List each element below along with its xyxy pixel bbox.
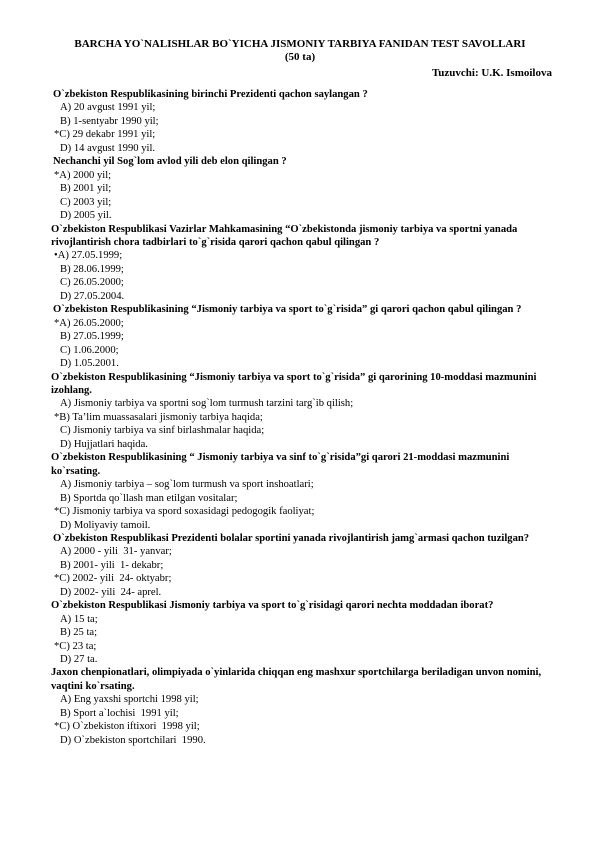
question-list [51,88,556,747]
question-text: O`zbekiston Respublikasining “Jismoniy tarbiya va sport to`g`risida” gi qarori qachon qabul qilingan ? [53,304,522,316]
answer-option-marked: *C) 23 ta; [54,640,97,652]
answer-option: B) 27.05.1999; [60,331,124,343]
question-block [51,666,556,747]
answer-option: C) Jismoniy tarbiya va sinf birlashmalar haqida; [60,425,265,437]
question-block [51,223,556,304]
document-title [40,38,560,65]
question-block [51,155,556,222]
question-block [51,532,556,599]
answer-option-marked: *B) Ta’lim muassasalari jismoniy tarbiya haqida; [54,411,263,423]
author-line: Tuzuvchi: U.K. Ismoilova [431,67,552,79]
question-text: Nechanchi yil Sog`lom avlod yili deb elon qilingan ? [53,156,287,168]
answer-option: A) 2000 - yili 31- yanvar; [60,546,172,558]
title-line-1: BARCHA YO`NALISHLAR BO`YICHA JISMONIY TARBIYA FANIDAN TEST SAVOLLARI [74,38,526,50]
question-text: O`zbekiston Respublikasi Vazirlar Mahkamasining “O`zbekistonda jismoniy tarbiya va sportni yanada rivojlantirish chora tadbirlari to`g`risida qarori qachon qabul qilingan ? [51,223,518,248]
question-block [51,88,556,155]
answer-option: C) 26.05.2000; [60,277,124,289]
answer-option: C) 2003 yil; [60,196,112,208]
answer-option: D) 2002- yili 24- aprel. [60,586,162,598]
title-line-2: (50 ta) [284,51,316,64]
answer-option-marked: *A) 2000 yil; [54,169,112,181]
answer-option: A) 20 avgust 1991 yil; [60,102,156,114]
question-text: O`zbekiston Respublikasining “Jismoniy tarbiya va sport to`g`risida” gi qarorining 10-moddasi mazmunini izohlang. [51,371,537,396]
answer-option-marked: *A) 26.05.2000; [54,317,124,329]
answer-option: B) Sport a`lochisi 1991 yil; [60,707,179,719]
question-block [51,451,556,532]
question-text: O`zbekiston Respublikasining “ Jismoniy tarbiya va sinf to`g`risida”gi qarori 21-moddasi mazmunini ko`rsating. [51,452,510,477]
question-text: O`zbekiston Respublikasining birinchi Prezidenti qachon saylangan ? [53,89,368,100]
answer-option: D) 14 avgust 1990 yil. [60,142,156,154]
answer-option: C) 1.06.2000; [60,344,119,356]
answer-option: B) 1-sentyabr 1990 yil; [60,115,159,127]
answer-option-marked: *C) Jismoniy tarbiya va spord soxasidagi pedogogik faoliyat; [54,506,315,518]
answer-option: A) Jismoniy tarbiya – sog`lom turmush va sport inshoatlari; [60,479,314,491]
answer-option: B) 2001 yil; [60,183,112,195]
answer-option: B) 28.06.1999; [60,263,124,275]
question-text: O`zbekiston Respublikasi Jismoniy tarbiya va sport to`g`risidagi qarori nechta moddadan iborat? [51,600,494,612]
question-block [51,371,556,452]
answer-option: D) 1.05.2001. [60,358,119,370]
answer-option: D) Hujjatlari haqida. [60,438,148,450]
question-text: Jaxon chenpionatlari, olimpiyada o`yinlarida chiqqan eng mashxur sportchilarga beriladigan unvon nomini, vaqtini ko`rsating. [51,667,542,692]
question-block [51,303,556,370]
answer-option: D) Moliyaviy tamoil. [60,519,151,531]
answer-option: D) 27.05.2004. [60,290,125,302]
question-block [51,599,556,666]
answer-option: A) Jismoniy tarbiya va sportni sog`lom turmush tarzini targ`ib qilish; [60,398,354,410]
answer-option: B) 2001- yili 1- dekabr; [60,559,164,571]
question-text: O`zbekiston Respublikasi Prezidenti bolalar sportini yanada rivojlantirish jamg`armasi qachon tuzilgan? [53,532,530,544]
answer-option-marked: *C) 29 dekabr 1991 yil; [54,129,156,141]
answer-option: A) 15 ta; [60,613,98,625]
answer-option: B) 25 ta; [60,627,98,639]
answer-option: A) Eng yaxshi sportchi 1998 yil; [60,694,199,706]
answer-option-marked: *C) 2002- yili 24- oktyabr; [54,573,172,585]
answer-option: B) Sportda qo`llash man etilgan vositalar; [60,492,238,504]
answer-option: D) 2005 yil. [60,210,112,222]
answer-option: D) 27 ta. [60,654,98,666]
answer-option-marked: •A) 27.05.1999; [54,250,123,262]
answer-option: D) O`zbekiston sportchilari 1990. [60,734,206,746]
answer-option-marked: *C) O`zbekiston iftixori 1998 yil; [54,721,200,733]
